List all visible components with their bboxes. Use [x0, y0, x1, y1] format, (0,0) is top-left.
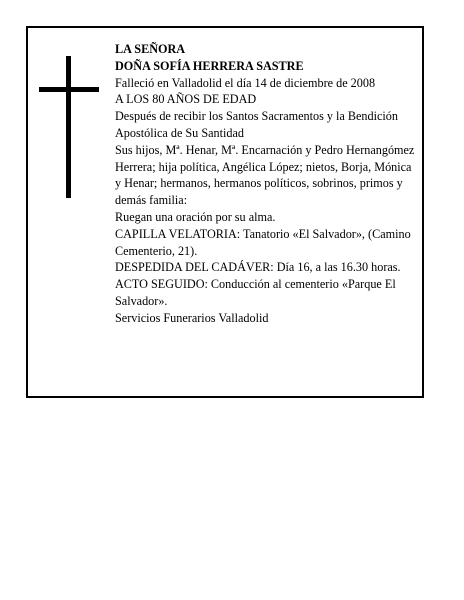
- age-line: A LOS 80 AÑOS DE EDAD: [115, 92, 257, 107]
- title-line-1: LA SEÑORA: [115, 42, 186, 56]
- deceased-name: DOÑA SOFÍA HERRERA SASTRE: [115, 58, 304, 73]
- obituary-text: [115, 41, 415, 327]
- cross-icon: [39, 56, 99, 198]
- family-paragraph: Sus hijos, Mª. Henar, Mª. Encarnación y Pedro Hernangómez Herrera; hija política, Angélica López; nietos, Borja, Mónica y Henar; hermanos, hermanos políticos, sobrinos, primos y demás familia:: [115, 142, 415, 208]
- death-line: Falleció en Valladolid el día 14 de diciembre de 2008: [115, 75, 376, 90]
- obituary-frame: [26, 26, 424, 398]
- sacraments-line: Después de recibir los Santos Sacramentos y la Bendición Apostólica de Su Santidad: [115, 109, 398, 140]
- prayer-line: Ruegan una oración por su alma.: [115, 209, 276, 224]
- wake-line: CAPILLA VELATORIA: Tanatorio «El Salvador», (Camino Cementerio, 21).: [115, 226, 411, 258]
- followup-line: ACTO SEGUIDO: Conducción al cementerio «Parque El Salvador».: [115, 277, 396, 308]
- funeral-home-line: Servicios Funerarios Valladolid: [115, 310, 269, 325]
- farewell-line: DESPEDIDA DEL CADÁVER: Día 16, a las 16.30 horas.: [115, 260, 401, 275]
